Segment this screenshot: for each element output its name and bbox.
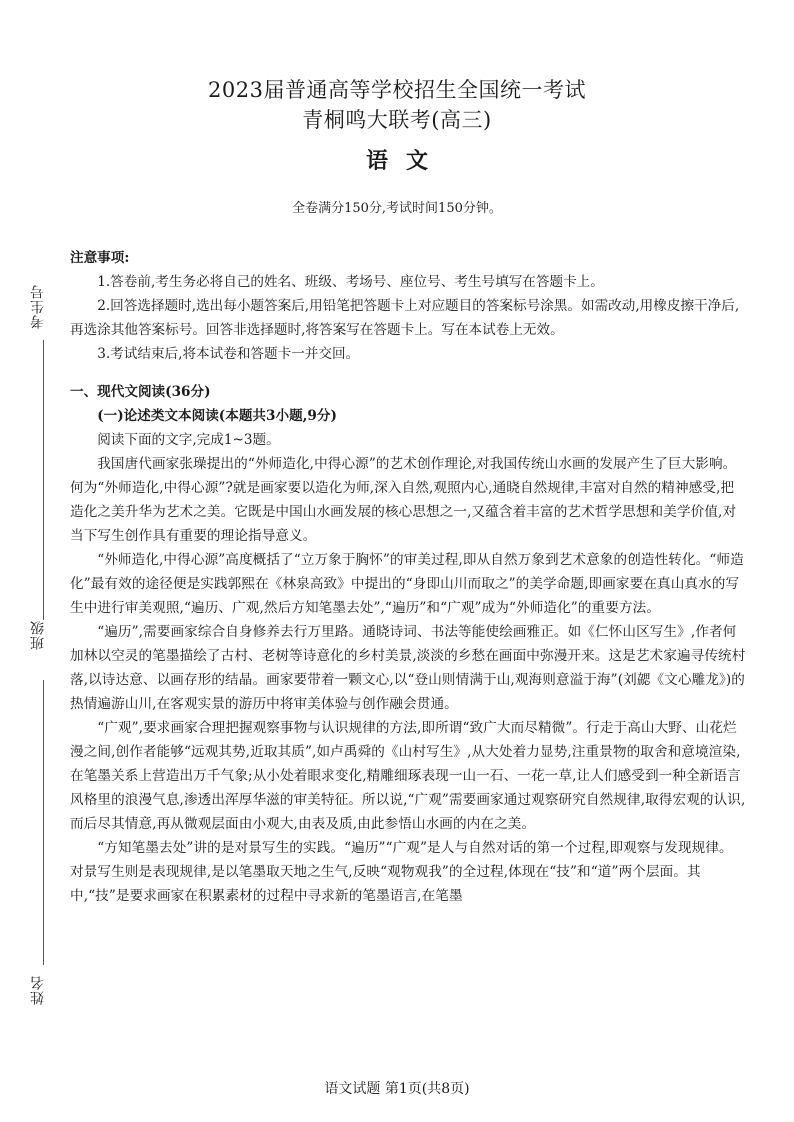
binding-line bbox=[43, 340, 44, 620]
passage-paragraph: “方知笔墨去处”讲的是对景写生的实践。“遍历”“广观”是人与自然对话的第一个过程,即观察与发现规律。对景写生则是表现规律,是以笔墨取天地之生气,反映“观物观我”的全过程,体现在“技”和“道”两个层面。其中,“技”是要求画家在积累素材的过程中寻求新的笔墨语言,在笔墨 bbox=[70, 840, 733, 904]
section-subheading: (一)论述类文本阅读(本题共3小题,9分) bbox=[97, 408, 337, 424]
page-footer: 语文试题 第1页(共8页) bbox=[324, 1081, 470, 1097]
reading-instruction: 阅读下面的文字,完成1~3题。 bbox=[97, 432, 280, 448]
notice-item: 2.回答选择题时,选出每小题答案后,用铅笔把答题卡上对应题目的答案标号涂黑。如需改动,用橡皮擦干净后,再选涂其他答案标号。回答非选择题时,将答案写在答题卡上。写在本试卷上无效。 bbox=[70, 298, 740, 338]
section-heading: 一、现代文阅读(36分) bbox=[70, 384, 211, 400]
passage-paragraph: 我国唐代画家张璪提出的“外师造化,中得心源”的艺术创作理论,对我国传统山水画的发展产生了巨大影响。何为“外师造化,中得心源”?就是画家要以造化为师,深入自然,观照内心,通晓自然规律,丰富对自然的精神感受,把造化之美升华为艺术之美。它既是中国山水画发展的核心思想之一,又蕴含着丰富的艺术哲学思想和美学价值,对当下写生创作具有重要的理论指导意义。 bbox=[70, 456, 737, 544]
exam-subtitle: 青桐鸣大联考(高三) bbox=[302, 108, 492, 132]
name-label: 姓名 bbox=[30, 975, 46, 1005]
passage-paragraph: “外师造化,中得心源”高度概括了“立万象于胸怀”的审美过程,即从自然万象到艺术意象的创造性转化。“师造化”最有效的途径便是实践郭熙在《林泉高致》中提出的“身即山川而取之”的美学命题,即画家要在真山真水的写生中进行审美观照,“遍历、广观,然后方知笔墨去处”,“遍历”和“广观”成为“外师造化”的重要方法。 bbox=[70, 552, 744, 616]
class-label: 班级 bbox=[30, 620, 46, 650]
exam-number-label: 考生号 bbox=[30, 284, 46, 329]
notice-item: 1.答卷前,考生务必将自己的姓名、班级、考场号、座位号、考生号填写在答题卡上。 bbox=[97, 274, 604, 290]
notice-item: 3.考试结束后,将本试卷和答题卡一并交回。 bbox=[97, 346, 360, 362]
passage-paragraph: “广观”,要求画家合理把握观察事物与认识规律的方法,即所谓“致广大而尽精微”。行走于高山大野、山花烂漫之间,创作者能够“远观其势,近取其质”,如卢禹舜的《山村写生》,从大处着力显势,注重景物的取舍和意境渲染,在笔墨关系上营造出万千气象;从小处着眼求变化,精雕细琢表现一山一石、一花一草,让人们感受到一种全新语言风格里的浪漫气息,渗透出浑厚华滋的审美特征。所以说,“广观”需要画家通过观察研究自然规律,取得宏观的认识,而后尽其情意,再从微观层面由小观大,由表及质,由此参悟山水画的内在之美。 bbox=[70, 720, 746, 832]
exam-title: 2023届普通高等学校招生全国统一考试 bbox=[208, 78, 586, 102]
notice-heading: 注意事项: bbox=[70, 250, 130, 266]
exam-info: 全卷满分150分,考试时间150分钟。 bbox=[292, 201, 502, 216]
page-content bbox=[70, 246, 746, 908]
passage-paragraph: “遍历”,需要画家综合自身修养去行万里路。通晓诗词、书法等能使绘画雅正。如《仁怀山区写生》,作者何加林以空灵的笔墨描绘了古村、老树等诗意化的乡村美景,淡淡的乡愁在画面中弥漫开来。这是艺术家遍寻传统村落,以诗达意、以画存形的结晶。画家要带着一颗文心,以“登山则情满于山,观海则意溢于海”(刘勰《文心雕龙》)的热情遍游山川,在客观实景的游历中将审美体验与创作融会贯通。 bbox=[70, 624, 746, 712]
binding-line bbox=[43, 680, 44, 965]
subject-title: 语文 bbox=[365, 148, 446, 174]
